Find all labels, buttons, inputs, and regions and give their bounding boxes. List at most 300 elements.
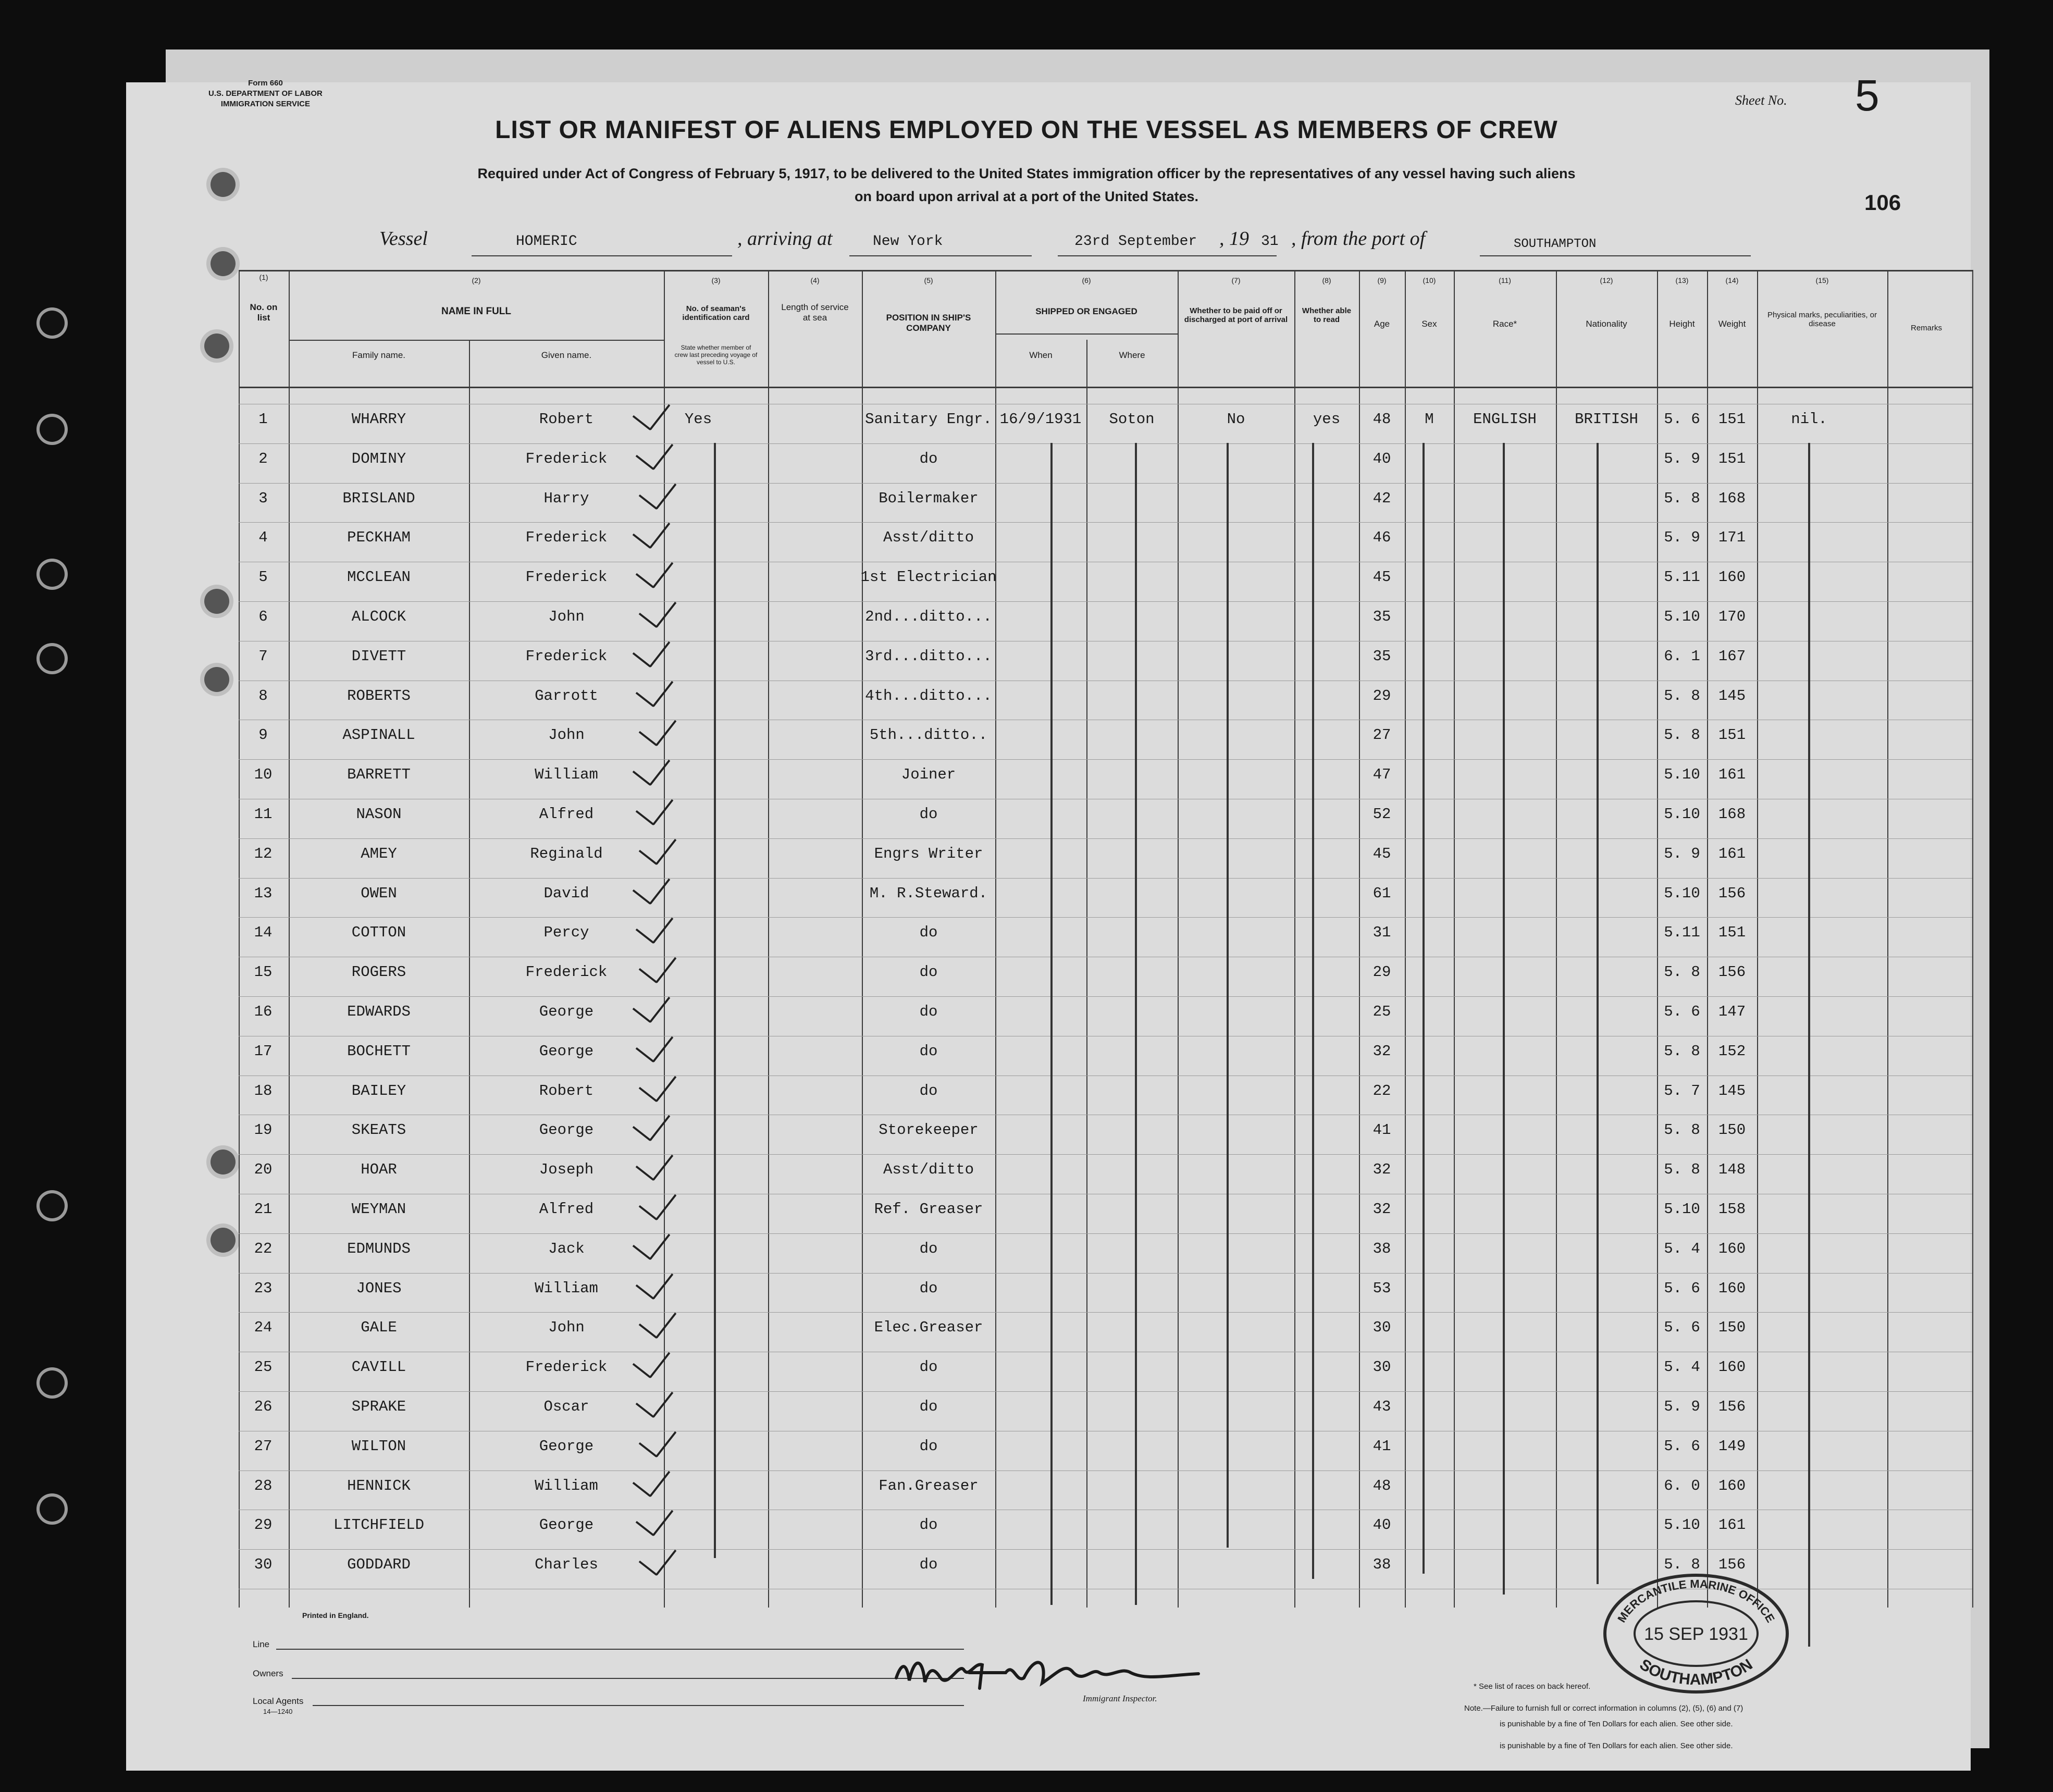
vessel-label: Vessel: [379, 228, 428, 250]
row-rule: [239, 1312, 1972, 1313]
header-family-name: Family name.: [352, 350, 406, 360]
cell-given: John: [548, 608, 585, 625]
col-number: (10): [1423, 276, 1436, 285]
cell-family: PECKHAM: [347, 529, 411, 547]
cell-weight: 167: [1718, 647, 1746, 665]
header-remarks: Remarks: [1910, 324, 1942, 332]
header-sex: Sex: [1421, 319, 1437, 329]
cell-given: Frederick: [525, 647, 608, 665]
binder-hole-icon: [40, 311, 65, 336]
cell-position: Boilermaker: [879, 489, 979, 507]
cell-given: Percy: [543, 924, 589, 942]
arriving-label: , arriving at: [737, 228, 833, 250]
cell-family: ALCOCK: [351, 608, 406, 625]
cell-position: do: [919, 1003, 938, 1020]
cell-position: do: [919, 1082, 938, 1099]
stamp-top-text: MERCANTILE MARINE OFFICE: [1615, 1577, 1777, 1625]
form-code: 14—1240: [263, 1708, 293, 1715]
cell-age: 30: [1372, 1319, 1391, 1337]
column-rule: [862, 270, 863, 1608]
cell-height: 5. 6: [1664, 1437, 1700, 1455]
header-name-in-full: NAME IN FULL: [441, 306, 512, 317]
col-number: (4): [810, 276, 820, 285]
cell-no: 12: [254, 845, 273, 862]
ditto-stroke: [1050, 443, 1053, 1605]
svg-text:SOUTHAMPTON: [1637, 1656, 1756, 1688]
cell-position: do: [919, 1042, 938, 1060]
cell-height: 5. 9: [1664, 1398, 1700, 1415]
cell-age: 61: [1372, 884, 1391, 902]
cell-position: do: [919, 1556, 938, 1574]
ditto-stroke: [1423, 443, 1425, 1574]
cell-given: Frederick: [525, 569, 608, 586]
cell-height: 5. 6: [1664, 1003, 1700, 1020]
cell-age: 40: [1372, 1516, 1391, 1534]
printed-in-england: Printed in England.: [302, 1611, 369, 1620]
cell-age: 38: [1372, 1556, 1391, 1574]
cell-position: do: [919, 1398, 938, 1415]
cell-given: Frederick: [525, 963, 608, 981]
binder-hole-icon: [211, 251, 236, 276]
cell-family: HOAR: [361, 1161, 397, 1179]
cell-weight: 156: [1718, 884, 1746, 902]
cell-position: M. R.Steward.: [869, 884, 988, 902]
cell-weight: 171: [1718, 529, 1746, 547]
cell-height: 5.10: [1664, 806, 1700, 823]
cell-weight: 161: [1718, 766, 1746, 784]
cell-position: do: [919, 1240, 938, 1257]
cell-family: WHARRY: [351, 411, 406, 428]
column-rule: [995, 270, 996, 1608]
shipped-subheader-rule: [995, 333, 1178, 335]
row-rule: [239, 996, 1972, 997]
cell-position: do: [919, 806, 938, 823]
column-rule: [239, 270, 240, 1608]
ditto-stroke: [1312, 443, 1314, 1579]
cell-family: BRISLAND: [342, 489, 415, 507]
binder-hole-icon: [204, 333, 229, 359]
cell-given: Reginald: [530, 845, 603, 862]
col-number: (11): [1499, 276, 1511, 285]
subtitle-line-2: on board upon arrival at a port of the United States.: [854, 189, 1199, 204]
col-number: (9): [1377, 276, 1387, 285]
note-line-3: is punishable by a fine of Ten Dollars for each alien. See other side.: [1500, 1741, 1733, 1750]
binder-hole-icon: [40, 1193, 65, 1218]
footer-line-label: Line: [253, 1639, 270, 1649]
cell-family: EDMUNDS: [347, 1240, 411, 1257]
cell-position: do: [919, 1358, 938, 1376]
cell-height: 5. 8: [1664, 1042, 1700, 1060]
cell-weight: 168: [1718, 806, 1746, 823]
cell-age: 32: [1372, 1201, 1391, 1218]
cell-weight: 160: [1718, 1240, 1746, 1257]
cell-height: 6. 0: [1664, 1477, 1700, 1494]
cell-weight: 150: [1718, 1319, 1746, 1337]
cell-age: 46: [1372, 529, 1391, 547]
header-nationality: Nationality: [1586, 319, 1627, 329]
row-rule: [239, 838, 1972, 839]
col-number: (7): [1231, 276, 1241, 285]
cell-read: yes: [1313, 411, 1341, 428]
cell-position: Fan.Greaser: [879, 1477, 979, 1494]
header-where: Where: [1119, 350, 1145, 360]
binder-hole-icon: [204, 667, 229, 692]
cell-family: CAVILL: [351, 1358, 406, 1376]
cell-height: 5.10: [1664, 1201, 1700, 1218]
header-length-of-service: Length of service at sea: [781, 302, 849, 323]
header-when: When: [1029, 350, 1053, 360]
cell-weight: 145: [1718, 1082, 1746, 1099]
cell-family: HENNICK: [347, 1477, 411, 1494]
cell-height: 5. 8: [1664, 489, 1700, 507]
cell-family: BARRETT: [347, 766, 411, 784]
header-able-to-read: Whether able to read: [1302, 306, 1352, 324]
cell-weight: 149: [1718, 1437, 1746, 1455]
cell-no: 3: [258, 489, 268, 507]
binder-hole-icon: [40, 1370, 65, 1395]
cell-height: 5. 4: [1664, 1358, 1700, 1376]
row-rule: [239, 917, 1972, 918]
arrival-date: 23rd September: [1074, 233, 1197, 250]
note-line-2: is punishable by a fine of Ten Dollars for each alien. See other side.: [1500, 1720, 1733, 1728]
cell-age: 30: [1372, 1358, 1391, 1376]
column-rule: [1178, 270, 1179, 1608]
cell-height: 5. 9: [1664, 529, 1700, 547]
cell-weight: 160: [1718, 1477, 1746, 1494]
cell-given: Harry: [543, 489, 589, 507]
cell-given: William: [535, 1477, 598, 1494]
cell-race: ENGLISH: [1473, 411, 1537, 428]
ditto-stroke: [1597, 443, 1599, 1584]
cell-height: 5.10: [1664, 766, 1700, 784]
year-label: , 19: [1219, 228, 1249, 250]
inspector-signature: [886, 1641, 1225, 1704]
cell-age: 48: [1372, 411, 1391, 428]
arrival-year: 31: [1261, 233, 1279, 250]
cell-no: 24: [254, 1319, 273, 1337]
cell-height: 5.10: [1664, 608, 1700, 625]
cell-age: 45: [1372, 569, 1391, 586]
cell-no: 22: [254, 1240, 273, 1257]
cell-age: 43: [1372, 1398, 1391, 1415]
cell-age: 29: [1372, 963, 1391, 981]
cell-family: EDWARDS: [347, 1003, 411, 1020]
cell-position: do: [919, 963, 938, 981]
col-number: (6): [1082, 276, 1091, 285]
cell-family: MCCLEAN: [347, 569, 411, 586]
cell-family: AMEY: [361, 845, 397, 862]
cell-family: ROBERTS: [347, 687, 411, 705]
header-race: Race*: [1492, 319, 1517, 329]
cell-no: 7: [258, 647, 268, 665]
from-port: SOUTHAMPTON: [1514, 237, 1597, 251]
cell-family: DIVETT: [351, 647, 406, 665]
cell-position: 1st Electrician: [860, 569, 997, 586]
cell-no: 18: [254, 1082, 273, 1099]
cell-age: 41: [1372, 1121, 1391, 1139]
column-rule: [289, 270, 290, 1608]
cell-given: William: [535, 1279, 598, 1297]
cell-family: OWEN: [361, 884, 397, 902]
header-shipped-or-engaged: SHIPPED OR ENGAGED: [1035, 306, 1137, 316]
column-rule: [664, 270, 665, 1608]
cell-no: 13: [254, 884, 273, 902]
cell-height: 5. 6: [1664, 1319, 1700, 1337]
cell-given: Frederick: [525, 450, 608, 467]
cell-height: 5. 9: [1664, 450, 1700, 467]
cell-position: Asst/ditto: [883, 529, 974, 547]
table-top-rule: [239, 270, 1972, 271]
cell-height: 5. 8: [1664, 1556, 1700, 1574]
cell-position: Ref. Greaser: [874, 1201, 983, 1218]
cell-age: 22: [1372, 1082, 1391, 1099]
name-subheader-rule: [289, 340, 664, 341]
cell-when: 16/9/1931: [999, 411, 1082, 428]
binder-hole-icon: [40, 562, 65, 587]
cell-where: Soton: [1109, 411, 1155, 428]
cell-age: 53: [1372, 1279, 1391, 1297]
row-rule: [239, 601, 1972, 602]
cell-family: BAILEY: [351, 1082, 406, 1099]
cell-given: Alfred: [539, 806, 594, 823]
row-rule: [239, 1391, 1972, 1392]
cell-weight: 170: [1718, 608, 1746, 625]
column-rule: [469, 340, 470, 1608]
binder-hole-icon: [40, 417, 65, 442]
cell-no: 1: [258, 411, 268, 428]
cell-no: 5: [258, 569, 268, 586]
ditto-stroke: [1503, 443, 1505, 1595]
cell-given: Alfred: [539, 1201, 594, 1218]
cell-age: 27: [1372, 726, 1391, 744]
column-rule: [1454, 270, 1455, 1608]
col-number: (15): [1815, 276, 1829, 285]
cell-age: 29: [1372, 687, 1391, 705]
ditto-stroke: [1808, 443, 1810, 1647]
cell-given: George: [539, 1121, 594, 1139]
column-rule: [1972, 270, 1973, 1608]
cell-weight: 161: [1718, 1516, 1746, 1534]
cell-age: 35: [1372, 647, 1391, 665]
header-weight: Weight: [1718, 319, 1746, 329]
cell-weight: 160: [1718, 1358, 1746, 1376]
cell-given: Garrott: [535, 687, 598, 705]
column-rule: [1359, 270, 1360, 1608]
cell-no: 17: [254, 1042, 273, 1060]
col-number: (12): [1600, 276, 1613, 285]
cell-age: 25: [1372, 1003, 1391, 1020]
cell-age: 48: [1372, 1477, 1391, 1494]
cell-given: Oscar: [543, 1398, 589, 1415]
row-rule: [239, 443, 1972, 444]
cell-weight: 150: [1718, 1121, 1746, 1139]
cell-no: 27: [254, 1437, 273, 1455]
cell-no: 20: [254, 1161, 273, 1179]
cell-no: 21: [254, 1201, 273, 1218]
column-rule: [1086, 340, 1087, 1608]
vessel-name: HOMERIC: [516, 233, 577, 250]
cell-height: 5.10: [1664, 884, 1700, 902]
header-age: Age: [1374, 319, 1390, 329]
cell-height: 5.11: [1664, 924, 1700, 942]
binder-hole-icon: [211, 1150, 236, 1175]
table-header-rule: [239, 387, 1972, 388]
header-no-on-list: No. on list: [250, 302, 278, 323]
cell-height: 5. 8: [1664, 1161, 1700, 1179]
cell-position: do: [919, 924, 938, 942]
cell-family: SKEATS: [351, 1121, 406, 1139]
cell-given: Jack: [548, 1240, 585, 1257]
footer-owners-label: Owners: [253, 1669, 283, 1678]
cell-position: Asst/ditto: [883, 1161, 974, 1179]
cell-age: 38: [1372, 1240, 1391, 1257]
cell-age: 31: [1372, 924, 1391, 942]
cell-weight: 151: [1718, 924, 1746, 942]
column-rule: [1707, 270, 1708, 1608]
cell-given: Robert: [539, 411, 594, 428]
footer-local-agents-label: Local Agents: [253, 1696, 304, 1706]
col-number: (2): [472, 276, 481, 285]
cell-given: John: [548, 726, 585, 744]
cell-given: Charles: [535, 1556, 598, 1574]
cell-no: 16: [254, 1003, 273, 1020]
cell-height: 5. 8: [1664, 963, 1700, 981]
cell-position: do: [919, 1437, 938, 1455]
ditto-stroke: [1227, 443, 1229, 1548]
cell-weight: 158: [1718, 1201, 1746, 1218]
cell-weight: 151: [1718, 411, 1746, 428]
page-number: 106: [1864, 190, 1901, 215]
race-footnote: * See list of races on back hereof.: [1474, 1682, 1591, 1691]
col-number: (8): [1322, 276, 1331, 285]
stamp-bottom-text: SOUTHAMPTON: [1636, 1655, 1756, 1689]
row-rule: [239, 759, 1972, 760]
cell-height: 5. 6: [1664, 1279, 1700, 1297]
header-physical-marks: Physical marks, peculiarities, or disease: [1767, 311, 1877, 328]
cell-height: 5. 8: [1664, 687, 1700, 705]
cell-height: 5. 8: [1664, 1121, 1700, 1139]
column-rule: [1887, 270, 1888, 1608]
note-line-1: Note.—Failure to furnish full or correct information in columns (2), (5), (6) and (7): [1464, 1704, 1743, 1713]
row-rule: [239, 1154, 1972, 1155]
cell-family: BOCHETT: [347, 1042, 411, 1060]
cell-position: do: [919, 450, 938, 467]
cell-height: 6. 1: [1664, 647, 1700, 665]
cell-position: do: [919, 1279, 938, 1297]
cell-height: 5. 9: [1664, 845, 1700, 862]
cell-family: SPRAKE: [351, 1398, 406, 1415]
cell-given: George: [539, 1042, 594, 1060]
cell-position: Elec.Greaser: [874, 1319, 983, 1337]
cell-family: ROGERS: [351, 963, 406, 981]
cell-age: 40: [1372, 450, 1391, 467]
cell-position: 4th...ditto...: [865, 687, 992, 705]
cell-given: David: [543, 884, 589, 902]
column-rule: [1405, 270, 1406, 1608]
row-rule: [239, 1273, 1972, 1274]
cell-no: 15: [254, 963, 273, 981]
cell-no: 10: [254, 766, 273, 784]
service-name: IMMIGRATION SERVICE: [220, 100, 310, 108]
arriving-port: New York: [873, 233, 943, 250]
cell-age: 42: [1372, 489, 1391, 507]
subtitle-line-1: Required under Act of Congress of February 5, 1917, to be delivered to the United States immigration officer by the representatives of any vessel having such aliens: [477, 166, 1576, 181]
row-rule: [239, 1549, 1972, 1550]
mercantile-marine-office-stamp: [1600, 1571, 1792, 1696]
cell-given: Frederick: [525, 1358, 608, 1376]
cell-position: Storekeeper: [879, 1121, 979, 1139]
department-name: U.S. DEPARTMENT OF LABOR: [208, 89, 323, 98]
cell-position: 2nd...ditto...: [865, 608, 992, 625]
cell-weight: 156: [1718, 1556, 1746, 1574]
cell-family: GODDARD: [347, 1556, 411, 1574]
cell-position: Engrs Writer: [874, 845, 983, 862]
cell-last-voyage: Yes: [684, 411, 712, 428]
cell-family: DOMINY: [351, 450, 406, 467]
cell-position: Joiner: [901, 766, 956, 784]
header-state-whether: State whether member of crew last preceding voyage of vessel to U.S.: [674, 344, 758, 366]
cell-height: 5. 6: [1664, 411, 1700, 428]
cell-age: 41: [1372, 1437, 1391, 1455]
ditto-stroke: [1135, 443, 1137, 1605]
cell-family: COTTON: [351, 924, 406, 942]
cell-weight: 151: [1718, 450, 1746, 467]
cell-age: 32: [1372, 1161, 1391, 1179]
cell-weight: 161: [1718, 845, 1746, 862]
row-rule: [239, 483, 1972, 484]
binder-hole-icon: [40, 1497, 65, 1522]
header-paid-off: Whether to be paid off or discharged at port of arrival: [1184, 306, 1288, 324]
cell-age: 47: [1372, 766, 1391, 784]
column-rule: [1657, 270, 1658, 1608]
col-number: (1): [259, 273, 268, 281]
cell-given: George: [539, 1437, 594, 1455]
cell-no: 25: [254, 1358, 273, 1376]
cell-position: do: [919, 1516, 938, 1534]
cell-sex: M: [1425, 411, 1434, 428]
header-position: POSITION IN SHIP'S COMPANY: [886, 313, 971, 333]
page-title: LIST OR MANIFEST OF ALIENS EMPLOYED ON THE VESSEL AS MEMBERS OF CREW: [495, 116, 1558, 144]
cell-position: 5th...ditto..: [869, 726, 988, 744]
cell-no: 26: [254, 1398, 273, 1415]
column-rule: [768, 270, 769, 1608]
cell-family: WILTON: [351, 1437, 406, 1455]
cell-height: 5. 8: [1664, 726, 1700, 744]
cell-given: Robert: [539, 1082, 594, 1099]
cell-nationality: BRITISH: [1575, 411, 1638, 428]
cell-weight: 156: [1718, 963, 1746, 981]
cell-no: 8: [258, 687, 268, 705]
cell-height: 5. 4: [1664, 1240, 1700, 1257]
cell-height: 5. 7: [1664, 1082, 1700, 1099]
cell-no: 30: [254, 1556, 273, 1574]
cell-given: Frederick: [525, 529, 608, 547]
col-number: (13): [1675, 276, 1689, 285]
cell-no: 14: [254, 924, 273, 942]
sheet-number: 5: [1855, 71, 1879, 120]
row-rule: [239, 522, 1972, 523]
cell-marks: nil.: [1791, 411, 1827, 428]
cell-no: 6: [258, 608, 268, 625]
stamp-date: 15 SEP 1931: [1644, 1624, 1748, 1644]
cell-weight: 147: [1718, 1003, 1746, 1020]
cell-age: 35: [1372, 608, 1391, 625]
row-rule: [239, 1470, 1972, 1471]
cell-weight: 151: [1718, 726, 1746, 744]
cell-weight: 168: [1718, 489, 1746, 507]
header-seaman-id: No. of seaman's identification card: [682, 304, 750, 322]
cell-age: 52: [1372, 806, 1391, 823]
